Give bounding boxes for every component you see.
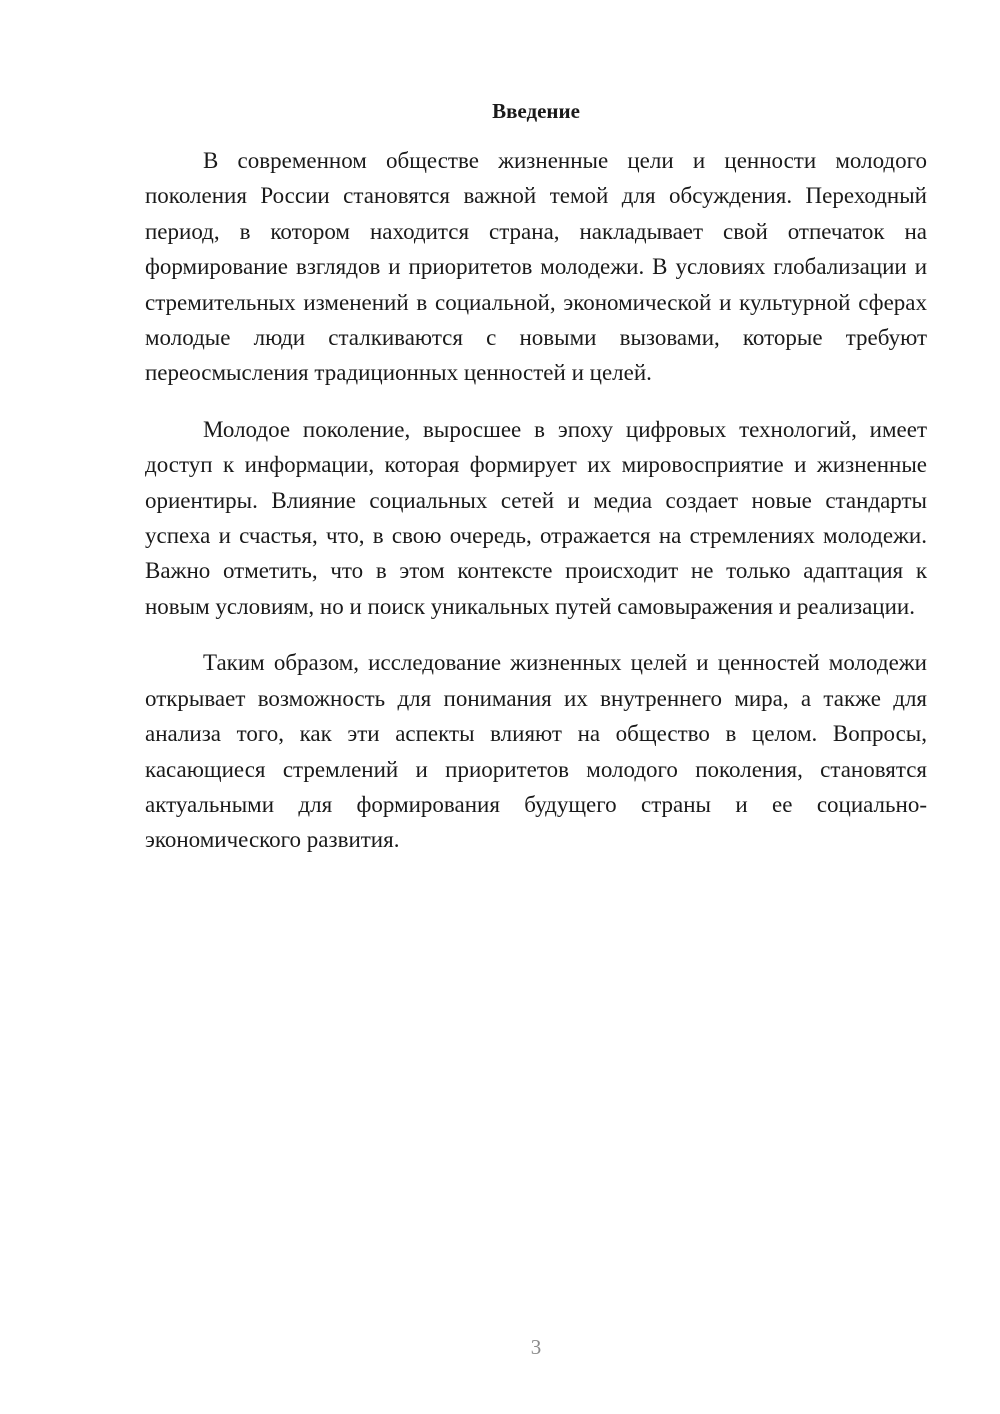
page-number: 3 bbox=[530, 1335, 542, 1359]
section-heading: Введение bbox=[492, 99, 580, 123]
paragraph-3: Таким образом, исследование жизненных целей и ценностей молодежи открывает возможность для понимания их внутреннего мира, а также для анализа того, как эти аспекты влияют на общество в целом. Вопросы, касающиеся стремлений и приоритетов молодого поколения, становятся актуальными для формирования будущего страны и ее социально-экономического развития. bbox=[145, 650, 927, 853]
paragraph-1: В современном обществе жизненные цели и ценности молодого поколения России становятся важной темой для обсуждения. Переходный период, в котором находится страна, накладывает свой отпечаток на формирование взглядов и приоритетов молодежи. В условиях глобализации и стремительных изменений в социальной, экономической и культурной сферах молодые люди сталкиваются с новыми вызовами, которые требуют переосмысления традиционных ценностей и целей. bbox=[145, 148, 927, 386]
paragraph-2: Молодое поколение, выросшее в эпоху цифровых технологий, имеет доступ к информации, которая формирует их мировосприятие и жизненные ориентиры. Влияние социальных сетей и медиа создает новые стандарты успеха и счастья, что, в свою очередь, отражается на стремлениях молодежи. Важно отметить, что в этом контексте происходит не только адаптация к новым условиям, но и поиск уникальных путей самовыражения и реализации. bbox=[145, 416, 927, 619]
body-text bbox=[145, 143, 927, 879]
